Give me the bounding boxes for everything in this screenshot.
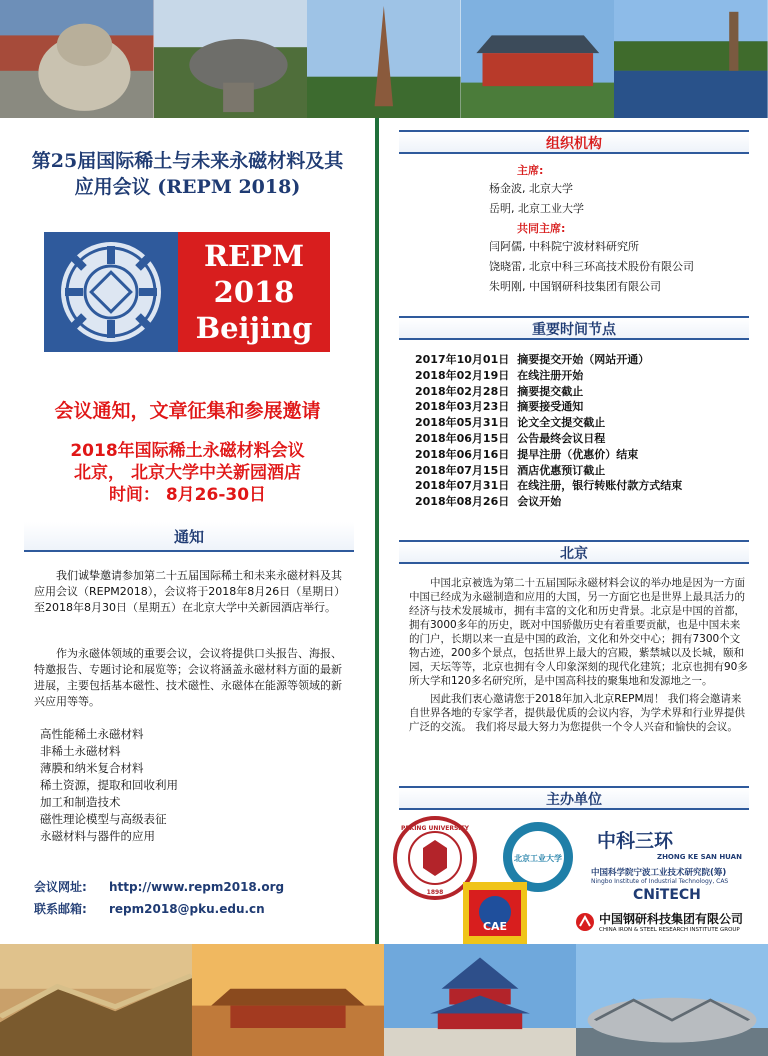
list-item bbox=[415, 415, 682, 431]
event-name: 2018年国际稀土永磁材料会议 bbox=[70, 441, 305, 461]
email-link[interactable]: repm2018@pku.edu.cn bbox=[109, 902, 265, 916]
timeline-date: 2017年10月01日 bbox=[415, 353, 510, 366]
photo-birds-nest-stadium bbox=[576, 944, 768, 1056]
chair-label: 主席: bbox=[517, 164, 544, 177]
chair-name: 杨金波, 北京大学 bbox=[489, 182, 573, 195]
list-item: 高性能稀土永磁材料 bbox=[40, 727, 144, 741]
right-column bbox=[375, 118, 768, 944]
nimte-cn-text: 中国科学院宁波工业技术研究院(筹) bbox=[591, 868, 727, 878]
timeline-date: 2018年08月26日 bbox=[415, 495, 510, 509]
top-photo-strip bbox=[0, 0, 768, 118]
notice-paragraph-2: 作为永磁体领域的重要会议，会议将提供口头报告、海报、特邀报告、专题讨论和展览等；会议将涵盖永磁材料方面的最新进展，主要包括基本磁性、技术磁性、永磁体在能源等领域的新兴应用等等。 bbox=[34, 647, 342, 708]
contact-info bbox=[34, 876, 284, 920]
list-item bbox=[415, 463, 682, 479]
list-item bbox=[415, 399, 682, 415]
beijing-paragraph-1: 中国北京被选为第二十五届国际永磁材料会议的举办地是因为一方面中国已经成为永磁制造和应用的大国，另一方面它也是世界上最具活力的经济与技术发展城市，拥有丰富的文化和历史背景。北京是中国的首都，拥有3000多年的历史，既对中国骄傲历史有着重要贡献，也是中国未来的门户，长期以来一直是中国的政治，文化和外交中心；拥有7300个文物古迹，200多个景点，包括世界上最大的宫殿，紫禁城以及长城，颐和园，天坛等等，北京也拥有令人印象深刻的现代化建筑；北京也拥有90多所大学和120多名研究所，是中国高科技的聚集地和发源地之一。 bbox=[409, 577, 748, 687]
bottom-photo-strip bbox=[0, 944, 768, 1056]
event-dates: 时间： 8月26-30日 bbox=[108, 485, 267, 505]
repm-emblem-icon bbox=[44, 232, 178, 352]
cochair-name: 饶晓雷, 北京中科三环高技术股份有限公司 bbox=[489, 260, 694, 273]
pku-ring-text: PEKING UNIVERSITY bbox=[401, 825, 469, 832]
repm-logo-text bbox=[178, 232, 330, 352]
cisri-logo bbox=[575, 910, 765, 933]
cisri-emblem-icon bbox=[575, 912, 595, 932]
list-item: 磁性理论模型与高级表征 bbox=[40, 812, 167, 826]
timeline-date: 2018年07月15日 bbox=[415, 463, 510, 477]
left-column bbox=[0, 118, 375, 944]
list-item bbox=[415, 384, 682, 400]
photo-great-wall bbox=[0, 944, 192, 1056]
timeline-date: 2018年07月31日 bbox=[415, 479, 510, 493]
timeline-event: 摘要接受通知 bbox=[517, 400, 584, 414]
topic-list bbox=[40, 726, 178, 845]
email-label: 联系邮箱: bbox=[34, 902, 87, 916]
beijing-heading: 北京 bbox=[399, 540, 749, 564]
list-item bbox=[415, 352, 682, 368]
cochair-name: 朱明刚, 中国钢研科技集团有限公司 bbox=[489, 280, 661, 293]
photo-pagoda bbox=[307, 0, 461, 118]
hosts-heading: 主办单位 bbox=[399, 786, 749, 810]
chair-name: 岳明, 北京工业大学 bbox=[489, 202, 584, 215]
timeline-list bbox=[415, 352, 682, 510]
cisri-cn-text: 中国钢研科技集团有限公司 bbox=[599, 912, 744, 926]
photo-red-building bbox=[461, 0, 615, 118]
timeline-event: 公告最终会议日程 bbox=[517, 431, 606, 445]
notice-paragraph-1: 我们诚挚邀请参加第二十五届国际稀土和未来永磁材料及其应用会议（REPM2018），会议将于2018年8月26日（星期日）至2018年8月30日（星期五）在北京大学中关新园酒店举行。 bbox=[34, 569, 342, 614]
list-item bbox=[415, 447, 682, 463]
photo-forbidden-city bbox=[192, 944, 384, 1056]
timeline-heading: 重要时间节点 bbox=[399, 316, 749, 340]
host-logos bbox=[389, 816, 768, 944]
list-item bbox=[415, 368, 682, 384]
conference-title-line2: 应用会议 (REPM 2018) bbox=[74, 176, 301, 198]
list-item bbox=[415, 478, 682, 494]
photo-stone-sculpture bbox=[154, 0, 308, 118]
cae-logo-icon bbox=[463, 882, 527, 944]
bjut-text: 北京工业大学 bbox=[514, 854, 562, 863]
timeline-date: 2018年03月23日 bbox=[415, 400, 510, 414]
repm-logo bbox=[44, 232, 330, 352]
zksh-logo bbox=[597, 826, 765, 861]
timeline-event: 酒店优惠预订截止 bbox=[517, 463, 606, 477]
cochair-name: 闫阿儒, 中科院宁波材料研究所 bbox=[489, 240, 639, 253]
conference-title-line1: 第25届国际稀土与未来永磁材料及其 bbox=[31, 150, 344, 172]
zksh-cn-text: 中科三环 bbox=[597, 830, 674, 852]
nimte-en-text: Ningbo Institute of Industrial Technology, CAS bbox=[591, 878, 729, 885]
event-venue: 北京， 北京大学中关新园酒店 bbox=[74, 463, 301, 483]
notice-section-heading: 通知 bbox=[24, 522, 354, 552]
cnitech-text: CNiTECH bbox=[633, 887, 701, 903]
cisri-en-text: CHINA IRON & STEEL RESEARCH INSTITUTE GROUP bbox=[599, 927, 740, 933]
timeline-date: 2018年02月19日 bbox=[415, 368, 510, 382]
organization-heading: 组织机构 bbox=[399, 130, 749, 154]
website-label: 会议网址: bbox=[34, 880, 87, 894]
cochair-label: 共同主席: bbox=[517, 222, 566, 235]
list-item: 薄膜和纳米复合材料 bbox=[40, 761, 144, 775]
conference-title bbox=[0, 148, 375, 200]
timeline-event: 在线注册开始 bbox=[517, 368, 584, 382]
pku-year-text: 1898 bbox=[426, 889, 444, 896]
timeline-date: 2018年02月28日 bbox=[415, 384, 510, 398]
list-item bbox=[415, 431, 682, 447]
list-item: 加工和制造技术 bbox=[40, 795, 121, 809]
logo-line-year: 2018 bbox=[213, 275, 295, 309]
beijing-paragraph-2: 因此我们衷心邀请您于2018年加入北京REPM周！ 我们将会邀请来自世界各地的专家学者，提供最优质的会议内容，为学术界和行业界提供广泛的交流。 我们将尽最大努力为您提供一个令人兴奋和愉快的会议。 bbox=[409, 693, 745, 733]
timeline-date: 2018年06月16日 bbox=[415, 447, 510, 461]
list-item bbox=[415, 494, 682, 510]
logo-line-repm: REPM bbox=[203, 239, 305, 273]
list-item: 稀土资源，提取和回收利用 bbox=[40, 778, 178, 792]
organization-list bbox=[489, 162, 694, 298]
timeline-event: 论文全文提交截止 bbox=[517, 416, 606, 430]
photo-lake bbox=[614, 0, 768, 118]
timeline-event: 在线注册，银行转账付款方式结束 bbox=[517, 479, 683, 493]
call-for-papers-heading: 会议通知，文章征集和参展邀请 bbox=[54, 400, 321, 422]
timeline-date: 2018年05月31日 bbox=[415, 416, 510, 430]
cae-text: CAE bbox=[482, 920, 508, 933]
list-item: 永磁材料与器件的应用 bbox=[40, 829, 155, 843]
timeline-event: 提早注册（优惠价）结束 bbox=[517, 447, 639, 461]
timeline-event: 摘要提交开始（网站开通） bbox=[517, 353, 650, 366]
zksh-en-text: ZHONG KE SAN HUAN bbox=[657, 853, 742, 861]
photo-stone-lion bbox=[0, 0, 154, 118]
logo-line-city: Beijing bbox=[195, 311, 313, 345]
list-item: 非稀土永磁材料 bbox=[40, 744, 121, 758]
timeline-event: 摘要提交截止 bbox=[517, 384, 584, 398]
timeline-event: 会议开始 bbox=[517, 495, 562, 509]
website-link[interactable]: http://www.repm2018.org bbox=[109, 880, 285, 894]
timeline-date: 2018年06月15日 bbox=[415, 431, 510, 445]
event-summary bbox=[0, 440, 375, 506]
photo-temple-of-heaven bbox=[384, 944, 576, 1056]
nimte-logo bbox=[591, 866, 767, 903]
